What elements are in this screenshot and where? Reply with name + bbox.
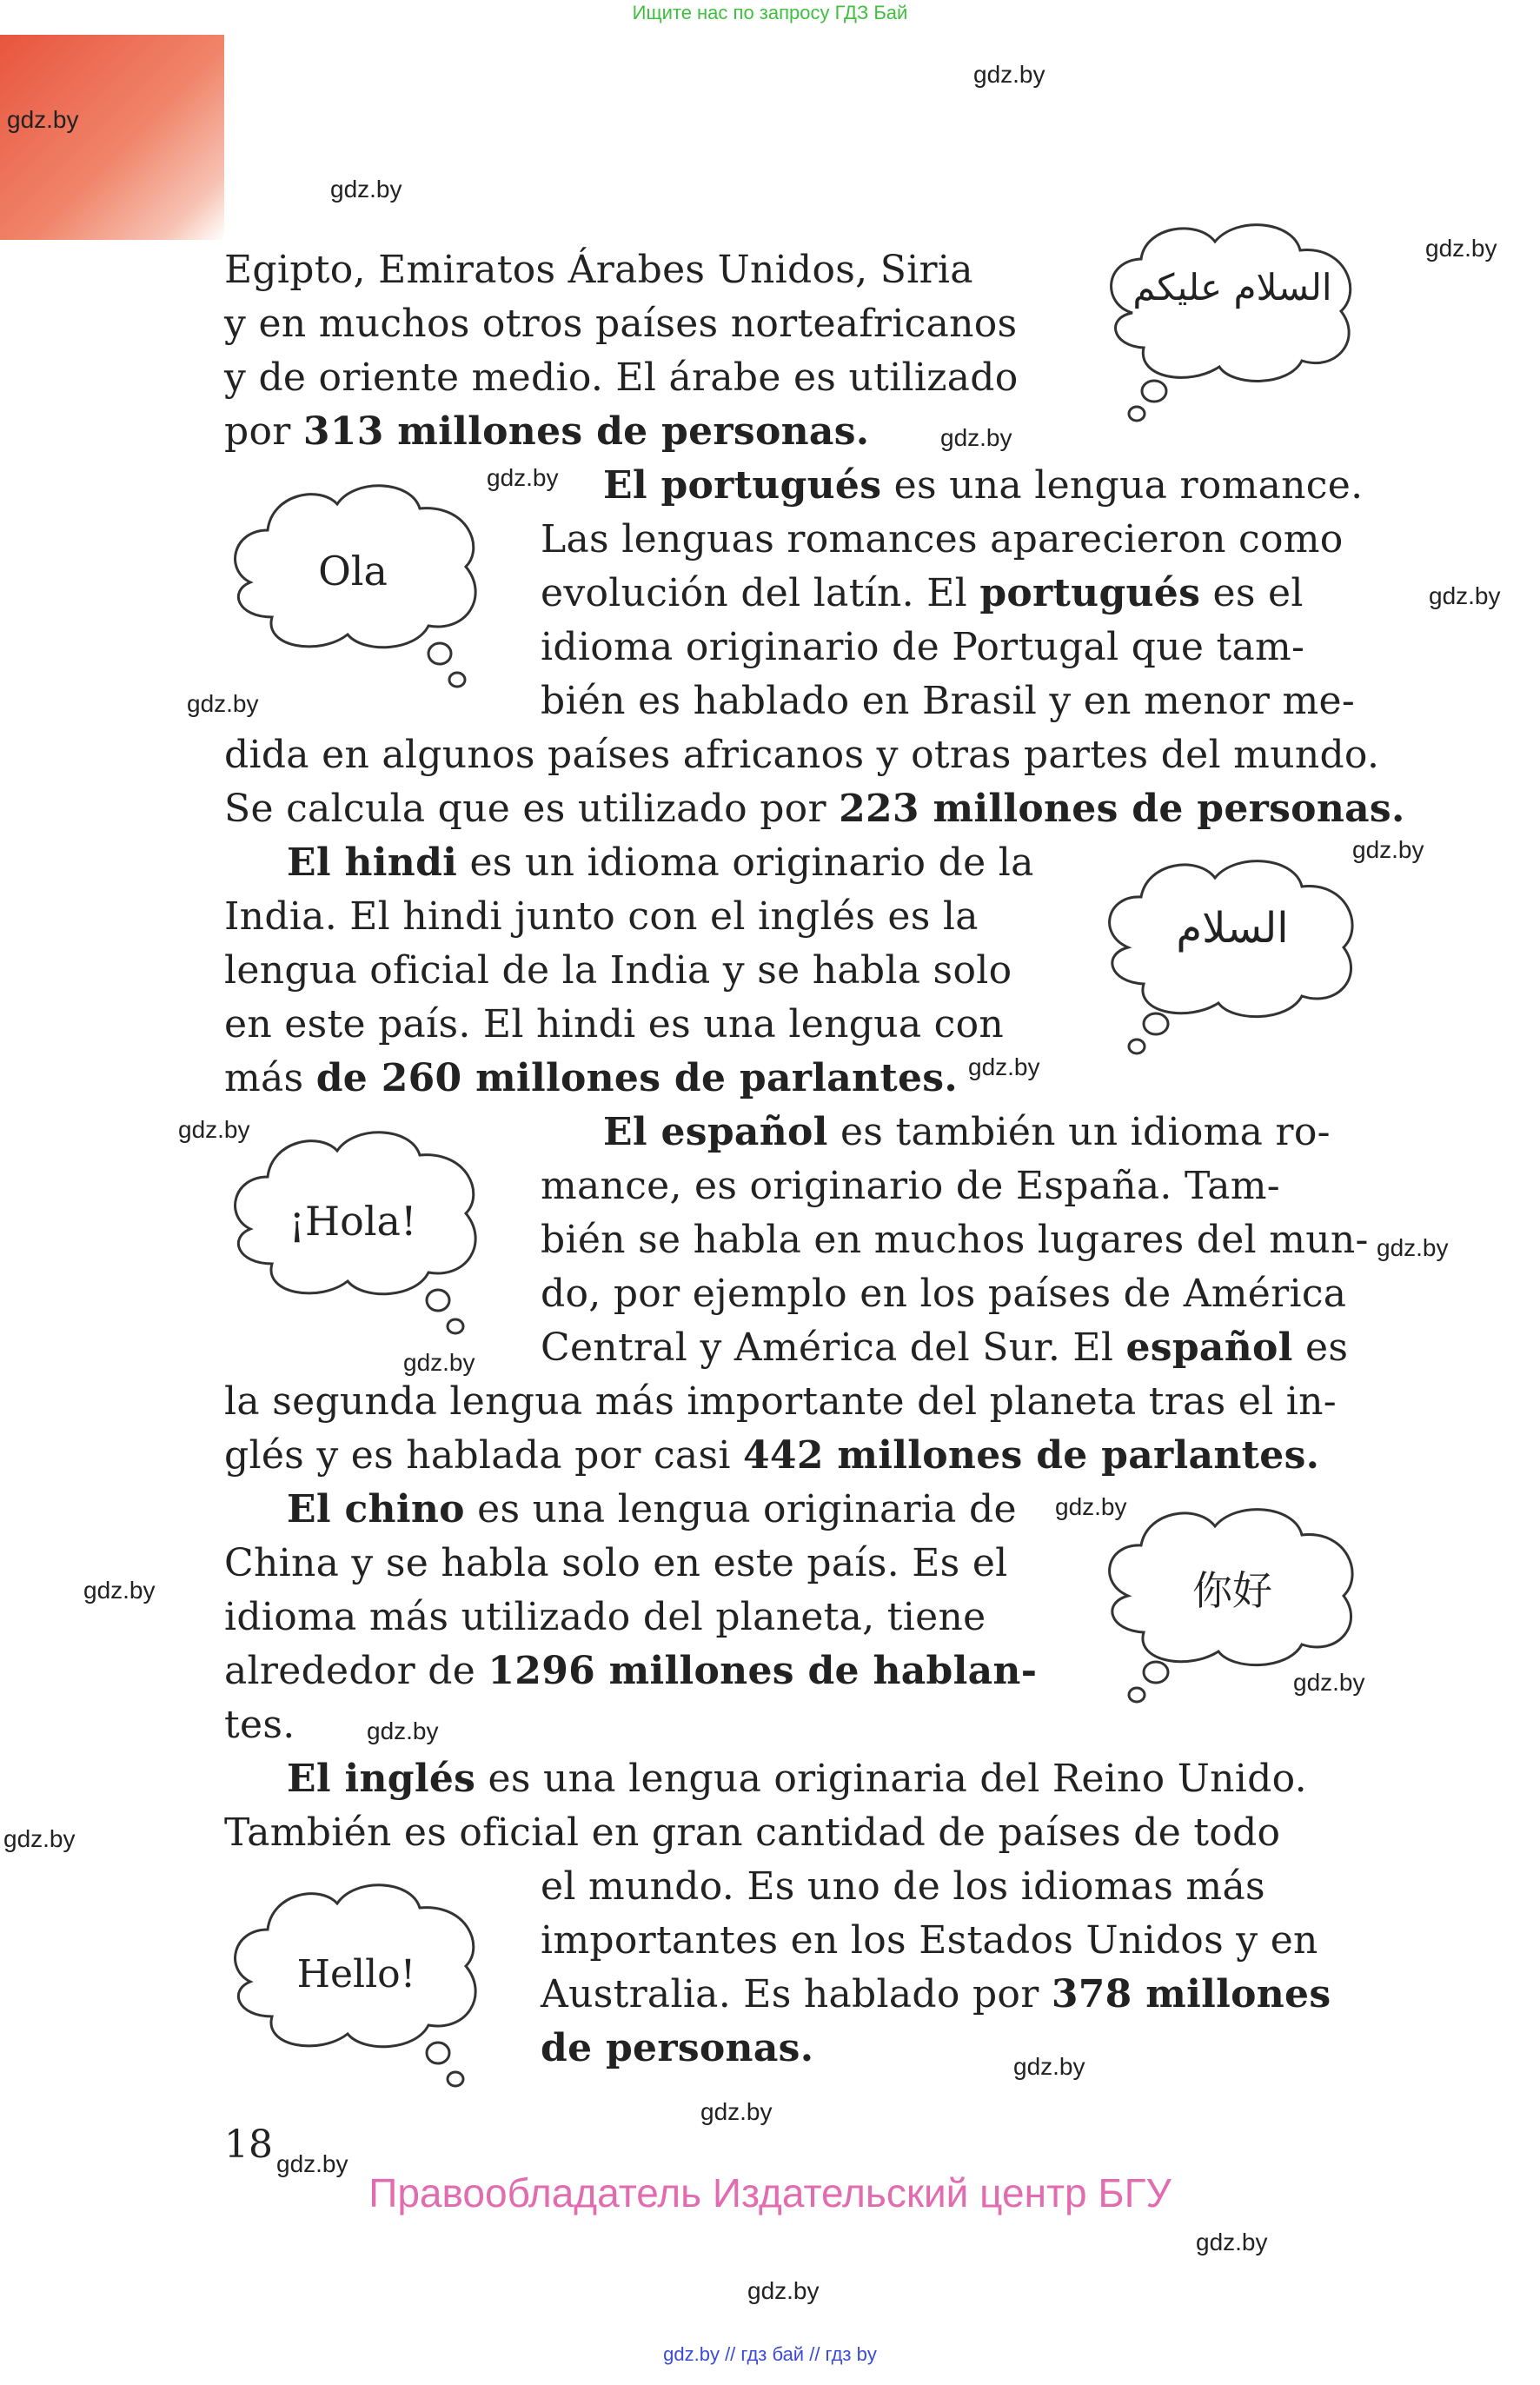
top-search-note[interactable]: Ищите нас по запросу ГДЗ Бай — [632, 2, 908, 23]
text-line: El portugués es una lengua romance. — [603, 463, 1364, 508]
text-line: mance, es originario de España. Tam- — [541, 1164, 1280, 1208]
bubble-text: السلام — [1176, 904, 1289, 953]
watermark: gdz.by — [968, 1053, 1040, 1080]
bubble-text: Hello! — [296, 1952, 416, 1996]
cloud-icon — [1093, 209, 1371, 426]
speech-bubble-hola — [224, 1116, 502, 1342]
text-line: glés y es hablada por casi 442 millones de parlantes. — [224, 1433, 1320, 1478]
watermark: gdz.by — [276, 2150, 348, 2177]
text-line: idioma más utilizado del planeta, tiene — [224, 1595, 986, 1639]
watermark: gdz.by — [367, 1717, 439, 1744]
text-line: lengua oficial de la India y se habla solo — [224, 948, 1012, 993]
speech-bubble-arabic — [1093, 209, 1371, 426]
watermark: gdz.by — [487, 464, 559, 491]
text-line: tes. — [224, 1703, 295, 1747]
watermark: gdz.by — [403, 1349, 475, 1376]
speech-bubble-hello — [224, 1869, 502, 2095]
watermark: gdz.by — [940, 424, 1012, 451]
text-line: alrededor de 1296 millones de hablan- — [224, 1649, 1038, 1693]
text-line: El inglés es una lengua originaria del Reino Unido. — [287, 1757, 1307, 1801]
text-line: do, por ejemplo en los países de América — [541, 1272, 1347, 1316]
watermark: gdz.by — [747, 2277, 820, 2304]
watermark: gdz.by — [1352, 836, 1424, 863]
watermark: gdz.by — [83, 1577, 156, 1604]
text-line: India. El hindi junto con el inglés es la — [224, 894, 979, 939]
bubble-text: 你好 — [1192, 1567, 1272, 1614]
corner-decoration — [0, 35, 224, 240]
text-line: Egipto, Emiratos Árabes Unidos, Siria — [224, 248, 973, 292]
text-line: evolución del latín. El portugués es el — [541, 571, 1304, 615]
text-line: bién es hablado en Brasil y en menor me- — [541, 679, 1356, 723]
text-line: el mundo. Es uno de los idiomas más — [541, 1864, 1265, 1909]
text-line: El chino es una lengua originaria de — [287, 1487, 1017, 1531]
text-line: más de 260 millones de parlantes. — [224, 1056, 958, 1100]
text-line: Las lenguas romances aparecieron como — [541, 517, 1344, 561]
text-line: Central y América del Sur. El español es — [541, 1325, 1349, 1370]
text-line: en este país. El hindi es una lengua con — [224, 1002, 1005, 1046]
text-line: bién se habla en muchos lugares del mun- — [541, 1218, 1369, 1262]
watermark: gdz.by — [330, 176, 402, 203]
watermark: gdz.by — [1055, 1493, 1127, 1520]
text-line: dida en algunos países africanos y otras partes del mundo. — [224, 733, 1380, 777]
watermark: gdz.by — [1293, 1669, 1365, 1696]
text-line: la segunda lengua más importante del planeta tras el in- — [224, 1379, 1337, 1424]
text-line: idioma originario de Portugal que tam- — [541, 625, 1305, 669]
watermark: gdz.by — [7, 106, 79, 133]
text-line: China y se habla solo en este país. Es el — [224, 1541, 1008, 1585]
watermark: gdz.by — [1425, 235, 1497, 262]
watermark: gdz.by — [973, 61, 1045, 88]
watermark: gdz.by — [1429, 582, 1501, 609]
footer-links[interactable]: gdz.by // гдз бай // гдз by — [663, 2343, 877, 2365]
text-line: Se calcula que es utilizado por 223 millones de personas. — [224, 787, 1405, 831]
watermark: gdz.by — [1377, 1234, 1449, 1261]
text-line: Australia. Es hablado por 378 millones — [541, 1972, 1331, 2016]
text-line: por 313 millones de personas. — [224, 409, 870, 454]
watermark: gdz.by — [3, 1825, 76, 1852]
watermark: gdz.by — [700, 2098, 773, 2125]
speech-bubble-chinese — [1093, 1491, 1371, 1709]
watermark: gdz.by — [1196, 2229, 1268, 2255]
bubble-text: السلام عليكم — [1132, 266, 1332, 309]
speech-bubble-arabic-2 — [1093, 843, 1371, 1060]
speech-bubble-ola — [224, 469, 502, 695]
watermark: gdz.by — [178, 1116, 250, 1143]
text-line: También es oficial en gran cantidad de países de todo — [224, 1810, 1281, 1855]
bubble-text: ¡Hola! — [289, 1198, 417, 1245]
watermark: gdz.by — [1013, 2053, 1085, 2080]
page-number: 18 — [224, 2123, 273, 2167]
watermark: gdz.by — [187, 690, 259, 717]
text-line: y de oriente medio. El árabe es utilizado — [224, 355, 1019, 400]
bubble-text: Ola — [318, 548, 388, 595]
text-line: El hindi es un idioma originario de la — [287, 840, 1034, 885]
rights-holder: Правообладатель Издательский центр БГУ — [368, 2170, 1172, 2216]
text-line: importantes en los Estados Unidos y en — [541, 1918, 1318, 1963]
text-line: de personas. — [541, 2026, 814, 2070]
text-line: y en muchos otros países norteafricanos — [224, 302, 1018, 346]
text-line: El español es también un idioma ro- — [603, 1110, 1331, 1154]
